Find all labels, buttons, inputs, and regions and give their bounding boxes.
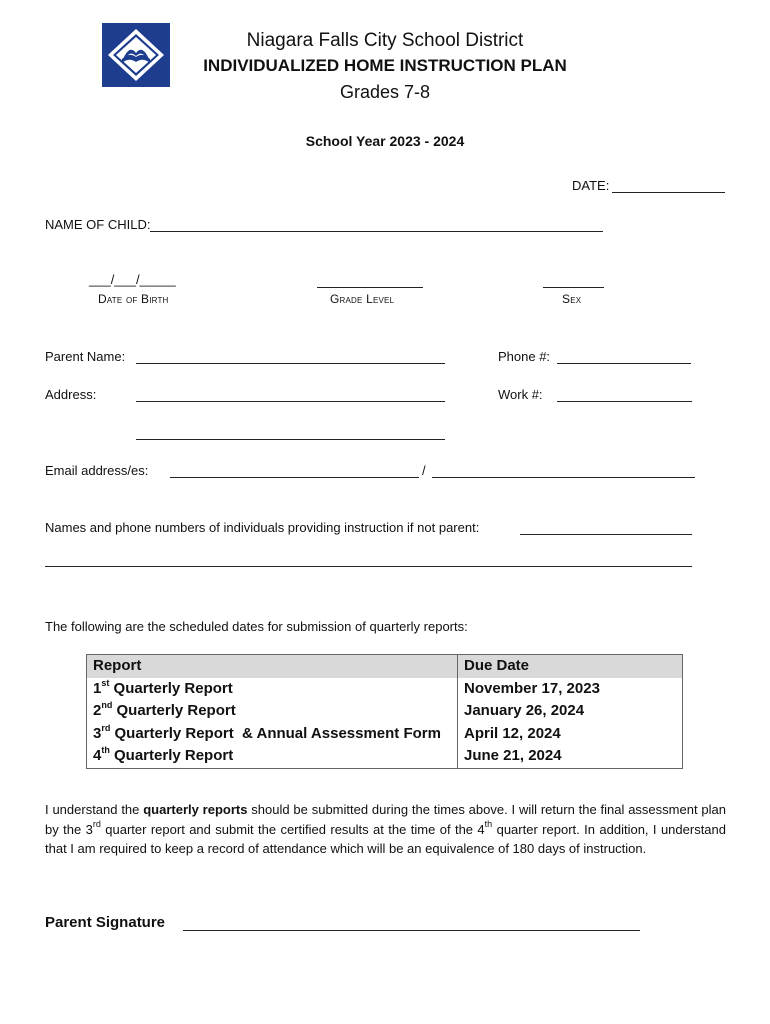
address-field-2[interactable] — [136, 439, 445, 440]
statement-text: quarter report and submit the certified results at the time of the 4 — [100, 821, 485, 837]
table-row — [87, 678, 683, 701]
dob-field[interactable]: ___/___/_____ — [89, 272, 176, 287]
column-header-report: Report — [87, 655, 458, 678]
parent-signature-field[interactable] — [183, 930, 640, 931]
school-year: School Year 2023 - 2024 — [305, 133, 465, 149]
parent-name-field[interactable] — [136, 363, 445, 364]
dob-label: Date of Birth — [98, 292, 169, 306]
report-number: 4 — [93, 747, 102, 764]
report-cell — [87, 745, 458, 768]
parent-signature-label: Parent Signature — [45, 914, 166, 931]
column-header-due-date: Due Date — [458, 655, 683, 678]
work-phone-label: Work #: — [498, 387, 543, 402]
report-ordinal: st — [101, 677, 110, 688]
sex-field[interactable] — [543, 287, 604, 288]
child-name-label: NAME OF CHILD: — [45, 217, 151, 232]
child-name-field[interactable] — [150, 231, 603, 232]
sex-label: Sex — [562, 292, 582, 306]
report-cell — [87, 700, 458, 723]
date-label: DATE: — [572, 178, 610, 193]
grades-subtitle: Grades 7-8 — [339, 82, 431, 102]
report-ordinal: th — [101, 745, 110, 755]
statement-ordinal: th — [484, 819, 493, 830]
statement-text: I understand the — [45, 802, 144, 817]
grade-level-label: Grade Level — [330, 292, 395, 306]
table-row — [87, 723, 683, 746]
quarterly-report-schedule-table — [86, 654, 683, 769]
email-label: Email address/es: — [45, 463, 149, 478]
table-row — [87, 700, 683, 723]
instructors-label: Names and phone numbers of individuals providing instruction if not parent: — [45, 520, 480, 535]
district-name: Niagara Falls City School District — [246, 30, 524, 51]
report-cell — [87, 678, 458, 701]
report-number: 2 — [93, 702, 102, 719]
date-field[interactable] — [612, 192, 725, 193]
due-date-cell: April 12, 2024 — [464, 724, 561, 742]
plan-title: INDIVIDUALIZED HOME INSTRUCTION PLAN — [203, 56, 567, 75]
report-cell — [87, 723, 458, 746]
statement-ordinal: rd — [92, 819, 101, 830]
phone-label: Phone #: — [498, 349, 551, 364]
work-phone-field[interactable] — [557, 401, 692, 402]
email-separator: / — [422, 463, 426, 478]
instructors-field-2[interactable] — [45, 566, 692, 567]
report-ordinal: rd — [101, 722, 111, 733]
table-row — [87, 745, 683, 768]
report-name: Quarterly Report — [109, 747, 234, 764]
acknowledgement-statement — [45, 800, 726, 859]
phone-field[interactable] — [557, 363, 691, 364]
report-name: Quarterly Report & Annual Assessment Form — [110, 724, 441, 742]
due-date-cell: June 21, 2024 — [464, 747, 562, 764]
email-field-2[interactable] — [432, 477, 695, 478]
report-number: 3 — [93, 724, 102, 742]
statement-text: should be submitted during the times above. I will return the final assessment plan by the 3 — [45, 802, 726, 837]
instructors-field-1[interactable] — [520, 534, 692, 535]
schedule-intro: The following are the scheduled dates for submission of quarterly reports: — [45, 619, 468, 634]
report-number: 1 — [93, 679, 102, 697]
due-date-cell: November 17, 2023 — [464, 679, 600, 697]
email-field-1[interactable] — [170, 477, 419, 478]
grade-level-field[interactable] — [317, 287, 423, 288]
report-ordinal: nd — [101, 700, 113, 710]
statement-text: quarter report. In addition, I understand that I am required to keep a record of attendance which will be an equivalence of 180 days of instruction. — [45, 821, 726, 856]
report-name: Quarterly Report — [112, 702, 236, 719]
statement-bold-text: quarterly reports — [143, 802, 248, 817]
address-field-1[interactable] — [136, 401, 445, 402]
table-header-row — [87, 655, 683, 678]
parent-name-label: Parent Name: — [45, 349, 126, 364]
address-label: Address: — [45, 387, 97, 402]
report-name: Quarterly Report — [109, 679, 233, 697]
due-date-cell: January 26, 2024 — [464, 702, 585, 719]
